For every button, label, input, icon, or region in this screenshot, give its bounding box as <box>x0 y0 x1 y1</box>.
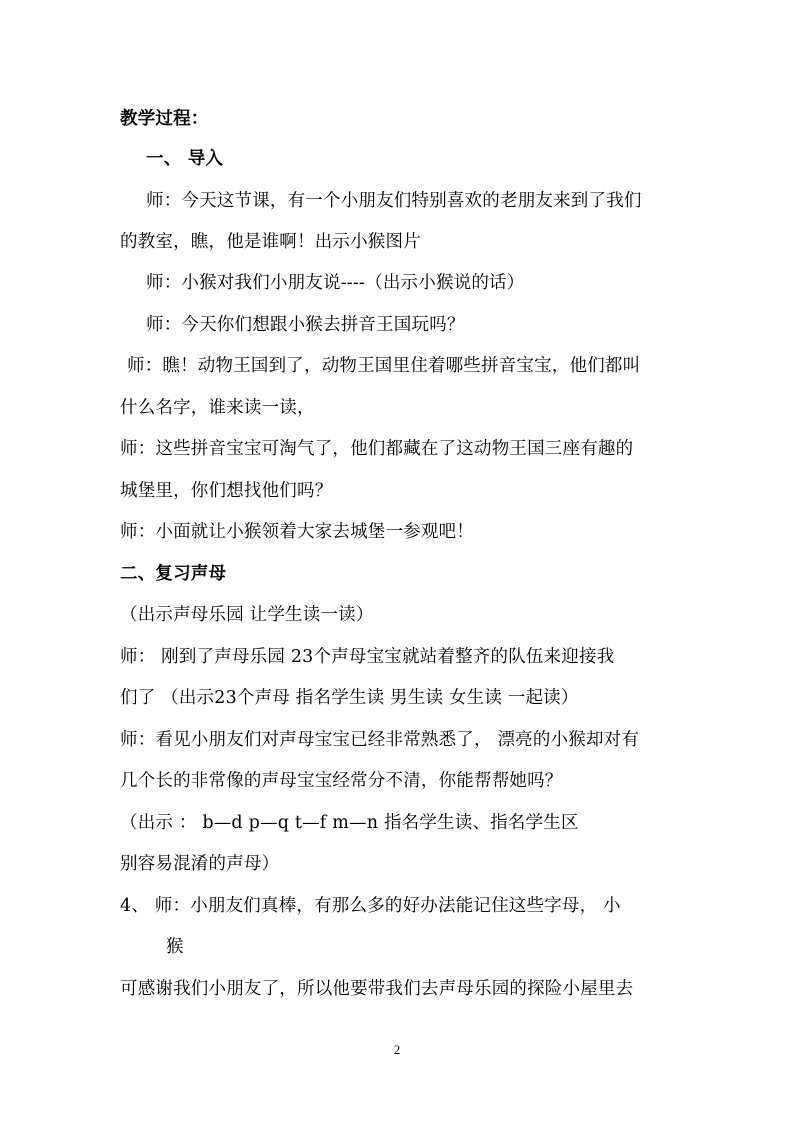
paragraph-line: 猴 <box>166 937 184 957</box>
paragraph-line: 师：小猴对我们小朋友说----（出示小猴说的话） <box>146 273 525 293</box>
page-number: 2 <box>393 1042 401 1057</box>
paragraph-line: 别容易混淆的声母） <box>120 854 280 874</box>
paragraph-line: （出示 ： b—d p—q t—f m—n 指名学生读、指名学生区 <box>120 813 579 833</box>
section-heading-review-initials: 二、复习声母 <box>120 564 227 584</box>
paragraph-line: 师：这些拼音宝宝可淘气了，他们都藏在了这动物王国三座有趣的 <box>120 439 634 459</box>
paragraph-line: 什么名字，谁来读一读， <box>120 398 315 418</box>
list-item-4: 4、 师：小朋友们真棒，有那么多的好办法能记住这些字母， 小 <box>120 896 621 916</box>
paragraph-line: 几个长的非常像的声母宝宝经常分不清，你能帮帮她吗？ <box>120 771 563 791</box>
paragraph-line: 师： 刚到了声母乐园 23个声母宝宝就站着整齐的队伍来迎接我 <box>120 647 615 667</box>
paragraph-line: 的教室，瞧，他是谁啊！出示小猴图片 <box>120 232 421 252</box>
paragraph-line: 师：今天你们想跟小猴去拼音王国玩吗？ <box>146 315 465 335</box>
paragraph-line: 们了 （出示23个声母 指名学生读 男生读 女生读 一起读） <box>120 688 579 708</box>
section-heading-teaching-process: 教学过程： <box>120 109 209 129</box>
paragraph-line: （出示声母乐园 让学生读一读） <box>120 605 374 625</box>
paragraph-line: 师：今天这节课，有一个小朋友们特别喜欢的老朋友来到了我们 <box>146 191 642 211</box>
paragraph-line: 师：瞧！动物王国到了，动物王国里住着哪些拼音宝宝，他们都叫 <box>127 356 641 376</box>
subheading-introduction: 一、 导入 <box>146 149 224 169</box>
paragraph-line: 师：小面就让小猴领着大家去城堡一参观吧！ <box>120 522 474 542</box>
paragraph-line: 可感谢我们小朋友了，所以他要带我们去声母乐园的探险小屋里去 <box>120 979 634 999</box>
paragraph-line: 城堡里，你们想找他们吗？ <box>120 481 333 501</box>
paragraph-line: 师：看见小朋友们对声母宝宝已经非常熟悉了， 漂亮的小猴却对有 <box>120 730 640 750</box>
